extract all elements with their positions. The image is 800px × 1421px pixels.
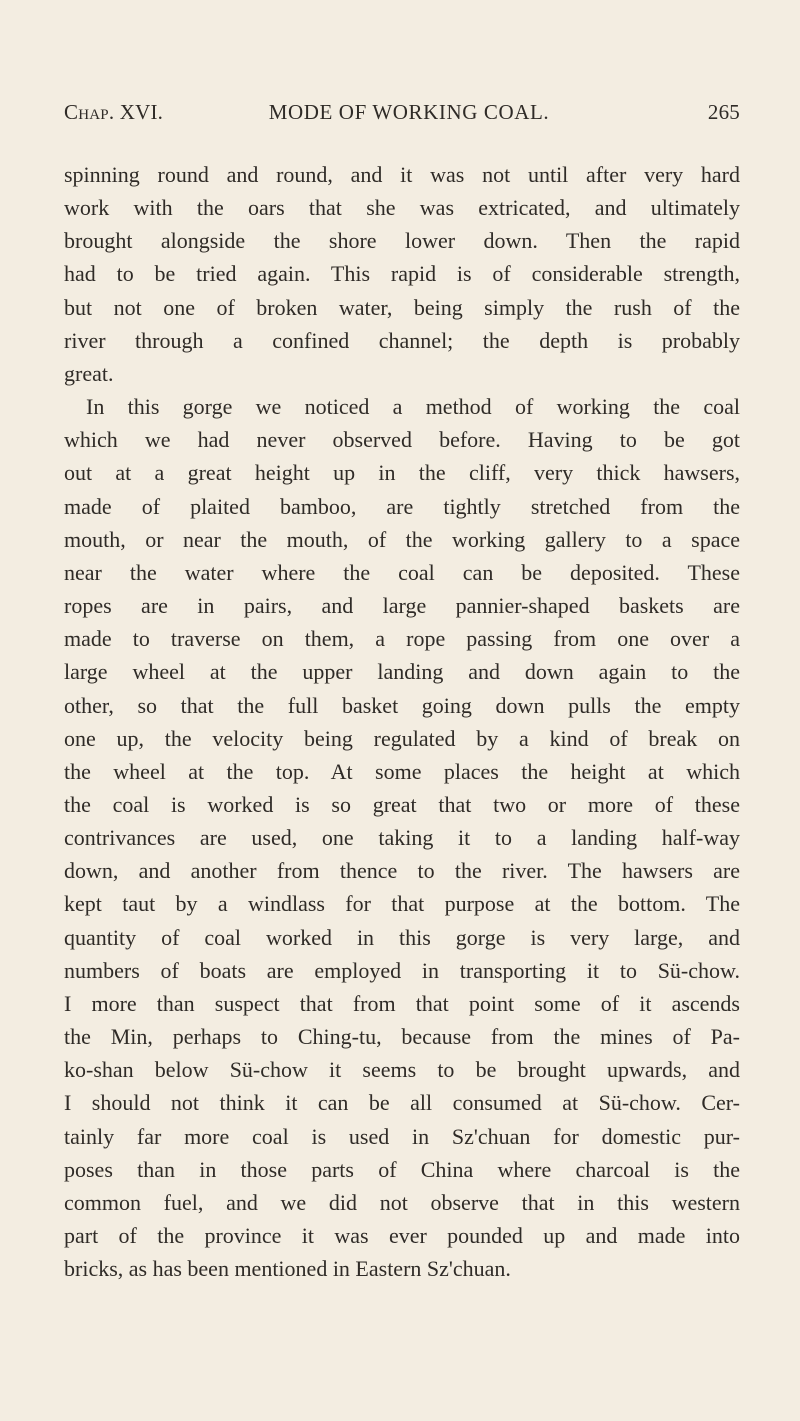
text-line: large wheel at the upper landing and down again to the	[64, 659, 740, 685]
text-line: great.	[64, 360, 114, 386]
text-line: spinning round and round, and it was not until after very hard	[64, 162, 740, 187]
text-line: quantity of coal worked in this gorge is very large, and	[64, 924, 740, 950]
text-line: ko-shan below Sü-chow it seems to be brought upwards, and	[64, 1057, 740, 1083]
text-line: other, so that the full basket going down pulls the empty	[64, 692, 740, 718]
text-line: In this gorge we noticed a method of working the coal	[86, 394, 740, 420]
text-line: the coal is worked is so great that two or more of these	[64, 791, 740, 817]
body-text	[64, 158, 740, 1282]
text-line: I should not think it can be all consumed at Sü-chow. Cer-	[64, 1090, 740, 1116]
text-line: contrivances are used, one taking it to a landing half-way	[64, 825, 740, 851]
text-line: work with the oars that she was extricated, and ultimately	[64, 195, 740, 221]
text-line: poses than in those parts of China where charcoal is the	[64, 1156, 740, 1182]
text-line: tainly far more coal is used in Sz'chuan for domestic pur-	[64, 1123, 740, 1149]
text-line: down, and another from thence to the river. The hawsers are	[64, 858, 740, 884]
text-line: I more than suspect that from that point some of it ascends	[64, 990, 740, 1016]
text-line: made of plaited bamboo, are tightly stretched from the	[64, 493, 740, 519]
text-line: numbers of boats are employed in transporting it to Sü-chow.	[64, 957, 740, 983]
text-line: but not one of broken water, being simply the rush of the	[64, 294, 740, 320]
text-line: the wheel at the top. At some places the height at which	[64, 758, 740, 784]
text-line: had to be tried again. This rapid is of considerable strength,	[64, 261, 740, 287]
text-line: kept taut by a windlass for that purpose at the bottom. The	[64, 891, 740, 917]
text-line: which we had never observed before. Having to be got	[64, 427, 740, 453]
text-line: mouth, or near the mouth, of the working gallery to a space	[64, 526, 740, 552]
chapter-label: Chap. XVI.	[64, 100, 164, 124]
text-line: out at a great height up in the cliff, very thick hawsers,	[64, 460, 740, 486]
text-line: part of the province it was ever pounded up and made into	[64, 1223, 740, 1248]
page-number: 265	[707, 100, 740, 124]
text-line: bricks, as has been mentioned in Eastern Sz'chuan.	[64, 1256, 511, 1282]
text-line: ropes are in pairs, and large pannier-shaped baskets are	[64, 593, 740, 619]
text-line: common fuel, and we did not observe that in this western	[64, 1189, 740, 1215]
text-line: the Min, perhaps to Ching-tu, because from the mines of Pa-	[64, 1024, 740, 1050]
text-line: one up, the velocity being regulated by a kind of break on	[64, 725, 740, 751]
text-line: near the water where the coal can be deposited. These	[64, 559, 740, 585]
text-line: river through a confined channel; the depth is probably	[64, 327, 740, 353]
text-line: brought alongside the shore lower down. Then the rapid	[64, 228, 740, 254]
running-head	[64, 100, 740, 134]
running-title: MODE OF WORKING COAL.	[268, 100, 550, 124]
text-line: made to traverse on them, a rope passing from one over a	[64, 626, 740, 652]
